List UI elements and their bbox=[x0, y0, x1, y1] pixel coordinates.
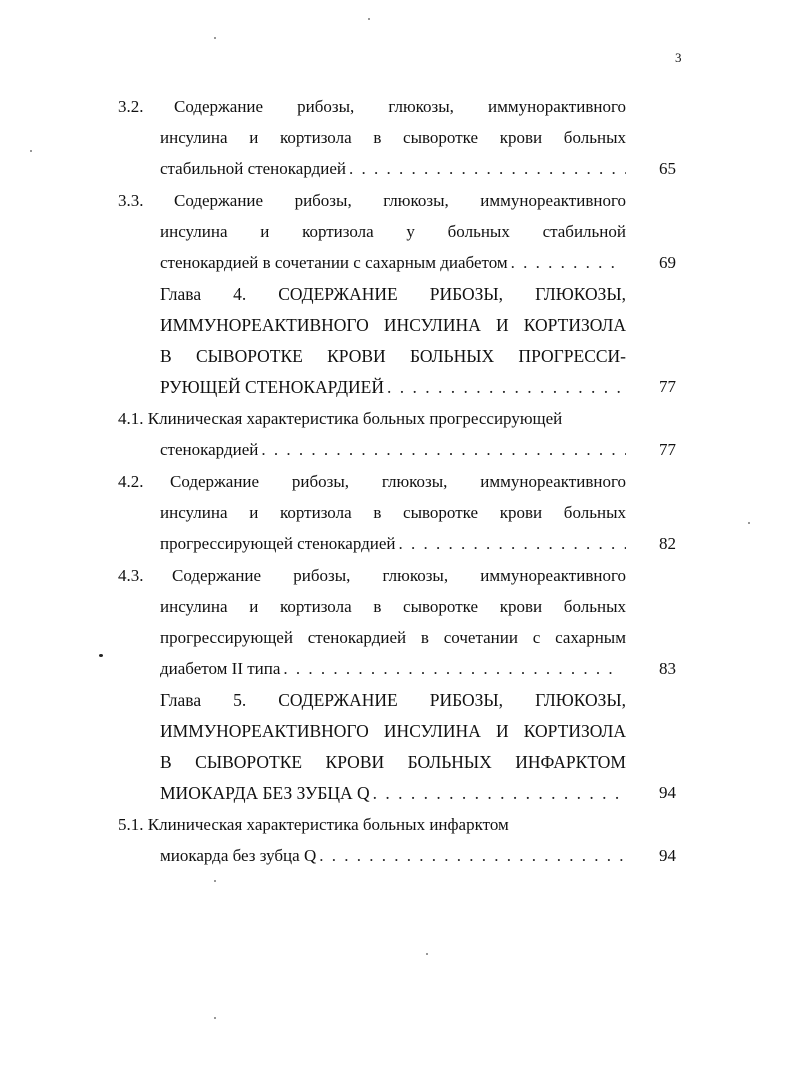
entry-line-2: инсулина и кортизола в сыворотке крови больных bbox=[160, 597, 626, 616]
chapter-line-3: В СЫВОРОТКЕ КРОВИ БОЛЬНЫХ ПРОГРЕССИ- bbox=[160, 346, 626, 366]
dot-leader bbox=[261, 440, 626, 460]
chapter-line-3: В СЫВОРОТКЕ КРОВИ БОЛЬНЫХ ИНФАРКТОМ bbox=[160, 752, 626, 772]
entry-line-1: Содержание рибозы, глюкозы, иммунореактивного bbox=[174, 191, 626, 210]
entry-line-1: 4.1. Клиническая характеристика больных прогрессирующей bbox=[118, 409, 563, 428]
dot-leader bbox=[399, 534, 626, 554]
dot-leader bbox=[319, 846, 626, 866]
scan-speck bbox=[214, 1017, 216, 1019]
entry-page: 83 bbox=[659, 659, 676, 678]
chapter-line-2: ИММУНОРЕАКТИВНОГО ИНСУЛИНА И КОРТИЗОЛА bbox=[160, 721, 626, 741]
scan-speck bbox=[214, 37, 216, 39]
entry-leader-line bbox=[160, 534, 626, 554]
chapter-line-4: РУЮЩЕЙ СТЕНОКАРДИЕЙ bbox=[160, 377, 384, 397]
entry-line-2: стенокардией bbox=[160, 440, 259, 459]
entry-page: 94 bbox=[659, 846, 676, 865]
dot-leader bbox=[283, 659, 622, 679]
chapter-leader-line bbox=[160, 377, 622, 397]
entry-number: 4.2. bbox=[118, 472, 144, 491]
chapter-line-4: МИОКАРДА БЕЗ ЗУБЦА Q bbox=[160, 783, 370, 803]
chapter-line-2: ИММУНОРЕАКТИВНОГО ИНСУЛИНА И КОРТИЗОЛА bbox=[160, 315, 626, 335]
chapter-line-1: Глава 5. СОДЕРЖАНИЕ РИБОЗЫ, ГЛЮКОЗЫ, bbox=[160, 690, 626, 710]
page-number: 3 bbox=[675, 50, 682, 65]
entry-number: 3.2. bbox=[118, 97, 144, 116]
entry-line-4: диабетом II типа bbox=[160, 659, 281, 678]
entry-line-1: 5.1. Клиническая характеристика больных инфарктом bbox=[118, 815, 509, 834]
entry-leader-line bbox=[160, 159, 626, 179]
entry-line-3: стабильной стенокардией bbox=[160, 159, 346, 178]
dot-leader bbox=[387, 377, 622, 397]
scan-speck bbox=[426, 953, 428, 955]
scan-speck bbox=[368, 18, 370, 20]
entry-line-2: инсулина и кортизола в сыворотке крови больных bbox=[160, 128, 626, 147]
entry-page: 65 bbox=[659, 159, 676, 178]
dot-leader bbox=[373, 783, 626, 803]
scan-speck bbox=[30, 150, 32, 152]
chapter-leader-line bbox=[160, 783, 626, 803]
entry-page: 69 bbox=[659, 253, 676, 272]
entry-line-1: Содержание рибозы, глюкозы, иммунореактивного bbox=[170, 472, 626, 491]
entry-line-2: инсулина и кортизола в сыворотке крови больных bbox=[160, 503, 626, 522]
entry-leader-line bbox=[160, 440, 626, 460]
entry-line-3: прогрессирующей стенокардией bbox=[160, 534, 396, 553]
scan-speck bbox=[214, 880, 216, 882]
entry-page: 77 bbox=[659, 440, 676, 459]
entry-line-2: миокарда без зубца Q bbox=[160, 846, 317, 865]
entry-number: 3.3. bbox=[118, 191, 144, 210]
entry-line-3: прогрессирующей стенокардией в сочетании с сахарным bbox=[160, 628, 626, 647]
chapter-line-1: Глава 4. СОДЕРЖАНИЕ РИБОЗЫ, ГЛЮКОЗЫ, bbox=[160, 284, 626, 304]
entry-line-2: инсулина и кортизола у больных стабильной bbox=[160, 222, 626, 241]
entry-number: 4.3. bbox=[118, 566, 144, 585]
scan-speck bbox=[748, 522, 750, 524]
chapter-page: 94 bbox=[659, 783, 676, 802]
chapter-page: 77 bbox=[659, 377, 676, 396]
entry-line-1: Содержание рибозы, глюкозы, иммунорактивного bbox=[174, 97, 626, 116]
entry-leader-line bbox=[160, 659, 622, 679]
scan-speck bbox=[99, 654, 103, 657]
entry-leader-line bbox=[160, 846, 626, 866]
entry-line-3: стенокардией в сочетании с сахарным диабетом bbox=[160, 253, 508, 272]
entry-page: 82 bbox=[659, 534, 676, 553]
entry-leader-line bbox=[160, 253, 620, 273]
dot-leader bbox=[349, 159, 626, 179]
dot-leader bbox=[511, 253, 620, 273]
entry-line-1: Содержание рибозы, глюкозы, иммунореактивного bbox=[172, 566, 626, 585]
